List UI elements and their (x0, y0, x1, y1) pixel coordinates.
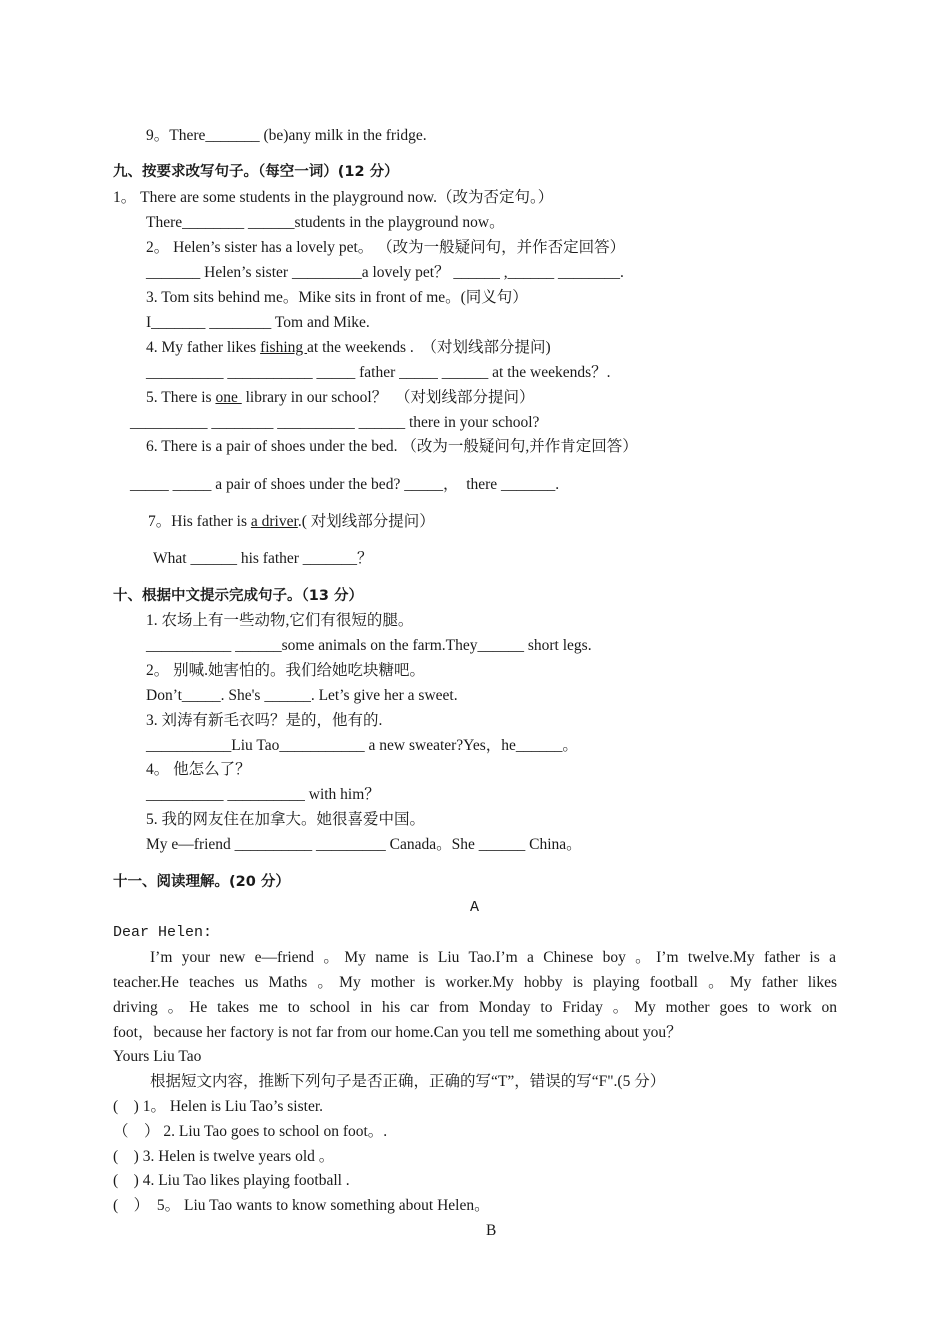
tf-item-5: ( ） 5。 Liu Tao wants to know something about Helen。 (113, 1197, 490, 1214)
s9-q5-prompt-end: library in our school？ （对划线部分提问） (241, 389, 535, 406)
s9-q5-prompt (146, 388, 534, 408)
s9-q3-answer: I_______ ________ Tom and Mike. (146, 314, 370, 331)
s9-q7-prompt (148, 512, 435, 532)
s9-q5-answer: __________ ________ __________ ______ there in your school? (130, 414, 540, 431)
s10-q3-chinese: 3. 刘涛有新毛衣吗？是的，他有的. (146, 712, 383, 729)
s9-q4-answer: __________ ___________ _____ father _____ ______ at the weekends？. (146, 364, 611, 381)
letter-line-2: teacher.He teaches us Maths 。My mother is worker.My hobby is playing football 。My father likes (113, 974, 837, 991)
letter-line-1: I’m your new e—friend 。My name is Liu Tao.I’m a Chinese boy 。I’m twelve.My father is a (150, 949, 836, 966)
tf-item-2: （ ） 2. Liu Tao goes to school on foot。. (113, 1123, 388, 1140)
s9-q2-answer: _______ Helen’s sister _________a lovely pet？ ______ ,______ ________. (146, 264, 624, 281)
s10-q2-english: Don’t_____. She's ______. Let’s give her a sweet. (146, 687, 458, 704)
section-9-heading: 九、按要求改写句子。（每空一词）(12 分） (113, 164, 399, 180)
s9-q7-underlined-word: a driver (250, 513, 298, 530)
s9-q4-prompt (146, 338, 551, 358)
true-false-instruction: 根据短文内容，推断下列句子是否正确，正确的写“T”，错误的写“F".(5 分） (150, 1073, 666, 1090)
s10-q4-chinese: 4。 他怎么了？ (146, 761, 251, 778)
s9-q3-prompt: 3. Tom sits behind me。Mike sits in front of me。(同义句） (146, 289, 528, 306)
s9-q5-underlined-word: one (215, 389, 242, 406)
s9-q6-prompt: 6. There is a pair of shoes under the bed. （改为一般疑问句,并作肯定回答） (146, 438, 638, 455)
s9-q4-prompt-start: 4. My father likes (146, 339, 261, 356)
s10-q4-english: __________ __________ with him？ (146, 786, 380, 803)
s10-q3-english: ___________Liu Tao___________ a new sweater?Yes，he______。 (146, 737, 578, 754)
s10-q1-chinese: 1. 农场上有一些动物,它们有很短的腿。 (146, 612, 414, 629)
s9-q7-prompt-end: .( 对划线部分提问） (297, 513, 435, 530)
letter-signoff: Yours Liu Tao (113, 1048, 202, 1065)
s9-q6-answer: _____ _____ a pair of shoes under the bed? _____， there _______. (130, 476, 560, 493)
s9-q1-prompt: 1。 There are some students in the playground now.（改为否定句。） (113, 189, 554, 206)
s9-q2-prompt: 2。 Helen’s sister has a lovely pet。 （改为一般疑问句，并作否定回答） (146, 239, 626, 256)
s9-q5-prompt-start: 5. There is (146, 389, 216, 406)
s10-q5-chinese: 5. 我的网友住在加拿大。她很喜爱中国。 (146, 811, 426, 828)
section-11-heading: 十一、阅读理解。(20 分） (113, 874, 290, 890)
tf-item-4: ( ) 4. Liu Tao likes playing football . (113, 1172, 350, 1189)
passage-a-label: A (470, 899, 480, 916)
section-10-heading: 十、根据中文提示完成句子。（13 分） (113, 588, 363, 604)
s9-q1-answer: There________ ______students in the playground now。 (146, 214, 505, 231)
letter-salutation: Dear Helen: (113, 924, 213, 941)
question-9-carryover: 9。There_______ (be)any milk in the fridge. (146, 127, 427, 144)
passage-b-label: B (486, 1222, 497, 1239)
s9-q4-prompt-end: at the weekends . （对划线部分提问) (307, 339, 551, 356)
tf-item-3: ( ) 3. Helen is twelve years old 。 (113, 1148, 335, 1165)
s10-q2-chinese: 2。 别喊.她害怕的。我们给她吃块糖吧。 (146, 662, 426, 679)
s9-q7-answer: What ______ his father _______？ (153, 550, 373, 567)
letter-line-3: driving 。He takes me to school in his car from Monday to Friday 。My mother goes to work on (113, 999, 837, 1016)
s10-q1-english: ___________ ______some animals on the farm.They______ short legs. (146, 637, 592, 654)
tf-item-1: ( ) 1。 Helen is Liu Tao’s sister. (113, 1098, 324, 1115)
s10-q5-english: My e—friend __________ _________ Canada。She ______ China。 (146, 836, 582, 853)
s9-q7-prompt-start: 7。His father is (148, 513, 251, 530)
letter-line-4: foot，because her factory is not far from our home.Can you tell me something about you？ (113, 1024, 682, 1041)
s9-q4-underlined-word: fishing (260, 339, 308, 356)
